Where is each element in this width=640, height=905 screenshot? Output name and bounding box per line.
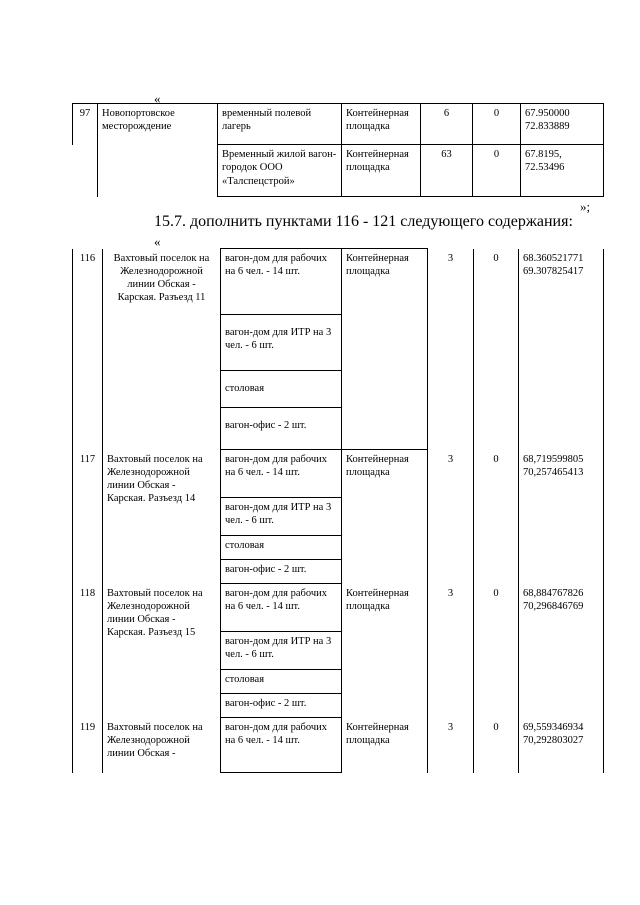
place-name	[103, 718, 221, 773]
place-line: Железнодорожной	[107, 600, 190, 612]
object-name: вагон-дом для рабочих на 6 чел. - 14 шт.	[221, 718, 342, 773]
latitude: 69,559346934	[523, 721, 584, 733]
coordinates	[521, 145, 604, 197]
place-name	[103, 584, 221, 718]
row-number: 116	[73, 249, 103, 450]
zero-value: 0	[473, 104, 521, 145]
place-line: Карская. Разъезд 15	[107, 627, 196, 639]
container-count: 6	[421, 104, 473, 145]
latitude: 67.8195,	[525, 149, 562, 160]
object-name: временный полевой лагерь	[218, 104, 342, 145]
container-count: 63	[421, 145, 473, 197]
object-name: вагон-дом для ИТР на 3 чел. - 6 шт.	[221, 632, 342, 670]
row-number: 119	[73, 718, 103, 773]
longitude: 70,292803027	[523, 734, 584, 746]
longitude: 69.307825417	[523, 265, 584, 277]
object-name: столовая	[221, 371, 342, 408]
table-row	[73, 145, 604, 197]
site-type: Контейнерная площадка	[342, 450, 428, 584]
table-row	[73, 718, 604, 773]
zero-value: 0	[474, 450, 519, 584]
place-line: Карская. Разъезд 11	[117, 292, 206, 304]
place-line: Вахтовый поселок на	[107, 587, 203, 599]
coordinates	[519, 450, 604, 584]
settlements-table-1	[72, 103, 604, 197]
row-number: 117	[73, 450, 103, 584]
coordinates	[521, 104, 604, 145]
opening-quote: «	[154, 91, 161, 106]
opening-quote: «	[154, 234, 161, 249]
object-name: столовая	[221, 536, 342, 560]
latitude: 68,719599805	[523, 453, 584, 465]
row-number: 118	[73, 584, 103, 718]
zero-value: 0	[473, 145, 521, 197]
object-name: вагон-дом для рабочих на 6 чел. - 14 шт.	[221, 584, 342, 632]
zero-value: 0	[474, 718, 519, 773]
place-line: Вахтовый поселок на	[107, 721, 203, 733]
object-name: вагон-дом для рабочих на 6 чел. - 14 шт.	[221, 450, 342, 498]
object-name: столовая	[221, 670, 342, 694]
place-line: Карская. Разъезд 14	[107, 493, 196, 505]
coordinates	[519, 249, 604, 450]
place-line: линии Обская -	[107, 614, 176, 626]
site-type: Контейнерная площадка	[342, 145, 421, 197]
latitude: 68,884767826	[523, 587, 584, 599]
place-line: Железнодорожной	[107, 734, 190, 746]
object-name: вагон-дом для ИТР на 3 чел. - 6 шт.	[221, 498, 342, 536]
place-line: линии Обская -	[107, 480, 176, 492]
place-line: линии Обская -	[107, 748, 176, 760]
table-row	[73, 249, 604, 315]
site-type: Контейнерная площадка	[342, 104, 421, 145]
container-count: 3	[428, 450, 474, 584]
place-line: Железнодорожной	[107, 466, 190, 478]
container-count: 3	[428, 249, 474, 450]
site-type: Контейнерная площадка	[342, 584, 428, 718]
object-name: Временный жилой вагон-городок ООО «Талспецстрой»	[218, 145, 342, 197]
longitude: 72.833889	[525, 121, 570, 133]
place-name	[103, 450, 221, 584]
place-line: линии Обская -	[127, 279, 196, 291]
object-name: вагон-офис - 2 шт.	[221, 408, 342, 450]
settlements-table-2	[72, 248, 604, 773]
site-type: Контейнерная площадка	[342, 718, 428, 773]
latitude: 68.360521771	[523, 252, 584, 264]
longitude: 70,257465413	[523, 466, 584, 478]
table-row	[73, 450, 604, 498]
place-line: Вахтовый поселок на	[107, 453, 203, 465]
object-name: вагон-офис - 2 шт.	[221, 560, 342, 584]
place-line: Железнодорожной	[120, 265, 203, 277]
table-row	[73, 104, 604, 145]
latitude: 67.950000	[525, 108, 570, 119]
place-line: Вахтовый поселок на	[113, 252, 210, 264]
container-count: 3	[428, 584, 474, 718]
site-type: Контейнерная площадка	[342, 249, 428, 450]
place-name	[103, 249, 221, 450]
section-heading: 15.7. дополнить пунктами 116 - 121 следующего содержания:	[154, 213, 573, 230]
longitude: 72.53496	[525, 162, 565, 174]
closing-quote: »;	[580, 199, 591, 214]
coordinates	[519, 584, 604, 718]
longitude: 70,296846769	[523, 600, 584, 612]
coordinates	[519, 718, 604, 773]
row-number: 97	[73, 104, 98, 145]
place-name: Новопортовское месторождение	[98, 104, 218, 145]
zero-value: 0	[474, 584, 519, 718]
zero-value: 0	[474, 249, 519, 450]
empty-cell	[73, 145, 98, 197]
object-name: вагон-офис - 2 шт.	[221, 694, 342, 718]
empty-cell	[98, 145, 218, 197]
object-name: вагон-дом для рабочих на 6 чел. - 14 шт.	[221, 249, 342, 315]
table-row	[73, 584, 604, 632]
object-name: вагон-дом для ИТР на 3 чел. - 6 шт.	[221, 315, 342, 371]
container-count: 3	[428, 718, 474, 773]
